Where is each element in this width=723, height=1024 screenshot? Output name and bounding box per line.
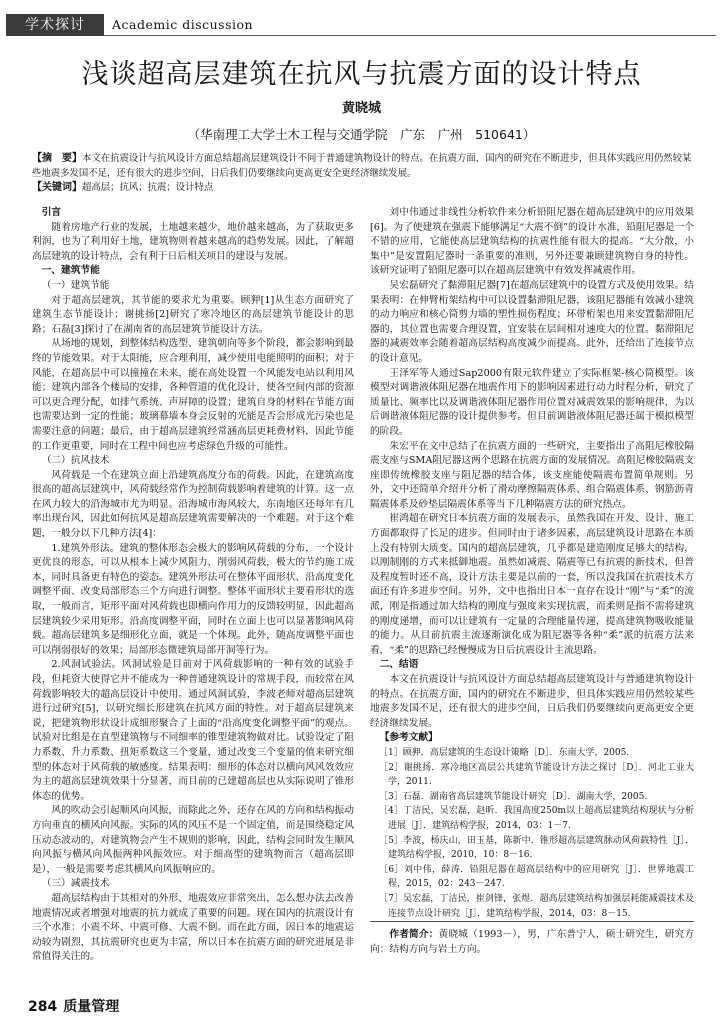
section-heading: 一、建筑节能 (41, 265, 100, 277)
paragraph: 2.风洞试验法。风洞试验是目前对于风荷载影响的一种有效的试验手段，但耗资大使得它并不能成为一种普通建筑设计的常规手段，而较常在风荷载影响较大的超高层设计中使用。通过风洞试验，李波老师对超高层建筑进行过研究[5]，以研究细长形建筑在抗风方面的特性。对于超高层建筑来说，把建筑物形状设计成细形聚合了上面的“沿高度变化调整平面”的观点。试验对比组是在直型建筑物与不同细率的锥型建筑物做对比。试验设定了阻力系数、升力系数、扭矩系数这三个变量，通过改变三个变量的值来研究细型的体态对于风荷载的敏感度。结果表明：细形的体态对以横向风风效效应为主的超高层建筑效果十分显著，而目前的已建超高层也从实际说明了锥形体态的优势。 (32, 659, 354, 802)
author-name: 黄晓城 (341, 101, 381, 116)
section-tag: 学术探讨 (6, 14, 104, 36)
abstract-text: 本文在抗震设计与抗风设计方面总结超高层建筑设计不同于普通建筑物设计的特点。在抗震方面，国内的研究在不断进步，但具体实践应用仍然较某些地震多发国不足，还有很大的进步空间，日后我们仍要继续向更高更安全更经济继续发展。 (32, 153, 692, 179)
paragraph: 吴宏磊研究了黏滞阻尼器[7]在超高层建筑中的设置方式及使用效果。结果表明：在伸臂桁架结构中可以设置黏滞阻尼器，该阻尼器能有效减小建筑的动力响应和核心筒剪力墙的塑性损伤程度；环带桁架也用来安置黏滞阻尼器的，其位置也需要合理设置，宜安装在层间相对速度大的位置。黏滞阻尼器的减震效率会随着超高层结构高度减少而提高。此外，还给出了连接节点的设计意见。 (370, 279, 694, 364)
right-column (370, 206, 694, 1006)
left-column (32, 206, 354, 1010)
reference-item: ［4］丁洁民，吴宏磊，赵昕．我国高度250m以上超高层建筑结构现状与分析进展［J］．建筑结构学报，2014，03：1－7. (379, 806, 694, 831)
paragraph: 风的吹动会引起顺风向风振，而除此之外，还存在风的方向和结构振动方向垂直的横风向风振。实际的风的风压不是一个固定值，而是围绕稳定风压动态波动的，对建筑物会产生不规则的影响，因此，结构会同时发生顺风向风振与横风向风振两种风振效应。对于细高型的建筑物而言（超高层即是），一般是需要考虑其横风向风振响应的。 (32, 805, 354, 875)
subsection-heading: （三）减震技术 (41, 878, 110, 890)
paragraph: 王泽军等人通过Sap2000有限元软件建立了实际框架-核心筒模型。该模型对调谐液体阻尼器在地震作用下的影响因素进行动力时程分析，研究了质量比、频率比以及调谐液体阻尼器作用位置对减震效果的影响规律，为以后调谐液体阻尼器的设计提供参考。但目前调谐液体阻尼器还属于模拟模型的阶段。 (370, 367, 694, 437)
reference-item: ［6］刘中伟，薛涛．铅阻尼器在超高层结构中的应用研究［J］．世界地震工程，2015，02：243－247. (379, 864, 694, 890)
subsection-heading: （一）建筑节能 (41, 279, 110, 291)
header-rule (104, 35, 716, 36)
section-heading: 引言 (41, 207, 62, 218)
subsection-heading: （二）抗风技术 (41, 455, 110, 467)
paragraph: 刘中伟通过非线性分析软件来分析铅阻尼器在超高层建筑中的应用效果[6]。为了使建筑在强震下能够满足“大震不倒”的设计水准，铅阻尼器是一个不错的应用，它能使高层建筑结构的抗震性能有很大的提高。“大分散，小集中”是安置阻尼器时一条重要的准则，另外还要兼顾建筑物自身的特性。该研究证明了铅阻尼器可以在超高层建筑中有效发挥减震作用。 (370, 207, 694, 277)
author-bio (370, 921, 694, 957)
reference-item: ［7］吴宏磊，丁洁民，崔剑锋，张煜．超高层建筑结构加强层耗能减震技术及连接节点设计研究［J］．建筑结构学报，2014，03：8－15. (379, 893, 694, 919)
author-affiliation: （华南理工大学土木工程与交通学院 广东 广州 510641） (187, 127, 536, 142)
paragraph: 1.建筑外形法。建筑的整体形态会极大的影响风荷载的分布，一个设计更优良的形态，可以从根本上减少风阻力，削弱风荷载，极大的节约施工成本，同时具备更有特色的姿态。建筑外形法可在整体平面形状、沿高度变化调整平面、改变局部形态三个方向进行调整。整体平面形状主要看形状的选取，一般而言，矩形平面对风荷载也即横向作用力的反馈较明显，因此超高层建筑较少采用矩形。沿高度调整平面，同时在立面上也可以显著影响风荷载。超高层建筑多是细形化立面，就是一个体现。此外，随高度调整平面也可以削弱很好的效果；局部形态微建筑局部开洞等行为。 (32, 542, 354, 656)
page-footer (28, 996, 125, 1016)
reference-item: ［5］李波，杨庆山，田玉基，陈新中．锥形超高层建筑脉动风荷载特性［J］．建筑结构学报，2010，10：8－16. (379, 835, 694, 861)
keywords-text: 超高层；抗风；抗震；设计特点 (82, 182, 214, 193)
section-subtitle: Academic discussion (112, 17, 254, 32)
author-bio-text: 黄晓城（1993－），男，广东普宁人，硕士研究生，研究方向：结构方向与岩土方向。 (370, 929, 695, 955)
paragraph: 本文在抗震设计与抗风设计方面总结超高层建筑设计与普通建筑物设计的特点。在抗震方面，国内的研究在不断进步，但具体实践应用仍然较某些地震多发国不足，还有很大的进步空间，日后我们仍要继续向更高更安全更经济继续发展。 (370, 674, 694, 729)
paragraph: 风荷载是一个在建筑立面上沿建筑高度分布的荷载。因此，在建筑高度很高的超高层建筑中，风荷载经常作为控制荷载影响着建筑的计算。这一点在风力较大的沿海城市尤为明显。沿海城市海风较大，东南地区还每年有几率出现台风，因此如何抗风是超高层建筑需要解决的一个难题。对于这个难题，一般分以下几种方法[4]： (32, 469, 354, 540)
article-title: 浅谈超高层建筑在抗风与抗震方面的设计特点 (81, 59, 642, 90)
keywords-label: 【关键词】 (32, 182, 82, 193)
journal-name: 质量管理 (63, 999, 120, 1015)
author-bio-label: 作者简介： (389, 929, 439, 941)
paragraph: 朱宏平在文中总结了在抗震方面的一些研究，主要指出了高阻尼橡胶隔震支座与SMA阻尼器这两个思路在抗震方面的发展情况。高阻尼橡胶隔震支座即传统橡胶支座与阻尼器的结合体，该支座能使隔震布置简单规则。另外，文中还简单介绍并分析了滑动摩擦隔震体系、组合隔震体系、钢筋沥青隔震体系及砂垫层隔震体系等当下几种隔震方法的研究热点。 (370, 440, 694, 510)
section-heading: 二、结语 (379, 659, 419, 671)
paragraph: 随着房地产行业的发展，土地越来越少，地价越来越高，为了获取更多利润，也为了利用好土地，建筑物则着越来越高的趋势发展。因此，了解超高层建筑的设计特点，会有利于日后相关项目的建设与发展。 (32, 221, 354, 262)
paragraph: 超高层结构由于其相对的外形、地震效应非常突出，怎么想办法去改善地震情况或者增强对地震的抗力就成了重要的问题。现在国内的抗震设计有三个水准：小震不坏、中震可修、大震不倒。而在此方面，因日本的地震运动较为剧烈，其抗震研究也更为丰富，所以日本在抗震方面的研究进展是非常值得关注的。 (32, 892, 354, 963)
running-header (0, 14, 723, 36)
page-number: 284 (28, 999, 58, 1015)
paragraph: 崔鸿超在研究日本抗震方面的发展表示，虽然我国在开发、设计、施工方面都取得了长足的进步。但同时由于诸多因素，高层建筑设计思路在本质上没有特别大质变。国内的超高层建筑，几乎都是建造刚度足够大的结构，以刚制刚的方式来抵御地震。虽然如减震、隔震等已有抗震的新技术，但普及程度暂时还不高，设计方法主要是以前的一套，所以没我国在抗震技术方面还有许多进步空间。另外，文中也指出日本一直存在设计“刚”与“柔”的流派，刚是指通过加大结构的刚度与强度来实现抗震，而柔则是指不需将建筑的刚度递增，而可以让建筑有一定量的合理能量传递，提高建筑物吸收能量的能力。从目前抗震主流逐渐演化成为阻尼器等各种“柔”派的抗震方法来看，“柔”的思路已经慢慢成为日后抗震设计主流思路。 (370, 513, 694, 656)
reference-item: ［1］顾狎．高层建筑的生态设计策略［D］．东南大学，2005. (379, 747, 630, 758)
references-heading: 【参考文献】 (379, 732, 438, 744)
paragraph: 对于超高层建筑，其节能的要求尤为重要。顾狎[1]从生态方面研究了建筑生态节能设计；谢挑扬[2]研究了寒冷地区的高层建筑节能设计的思路；石磊[3]探讨了在湖南省的高层建筑节能设计方法。 (32, 294, 354, 335)
abstract-block (32, 152, 696, 196)
reference-item: ［3］石磊．湖南省高层建筑节能设计研究［D］．湖南大学，2005. (379, 791, 648, 802)
reference-item: ［2］谢挑扬．寒冷地区高层公共建筑节能设计方法之探讨［D］．河北工业大学，2011. (379, 762, 694, 788)
abstract-label: 【摘 要】 (32, 153, 82, 164)
paragraph: 从场地的规划，到整体结构选型、建筑朝向等多个阶段，都会影响到最终的节能效果。对于太阳能，应合理利用，减少使用电能照明的面积；对于风能，在超高层中可以撞撞在未来，能在高处设置一个风能发电站以利用风能；建筑内部各个楼局的安排，各种管道的优化设计，使各空间内部的资源可以更合理分配，如排气系统、声屏障的设置；建筑自身的材料在节能方面也需要达到一定的性能；玻璃幕墙本身会反射的光能是否会形成光污染也是需要注意的问题；最后，由于超高层建筑经常涵高层更耗费材料，因此节能的工作更重要，同时在工程中间也应考虑绿色升级的可能性。 (32, 338, 354, 452)
